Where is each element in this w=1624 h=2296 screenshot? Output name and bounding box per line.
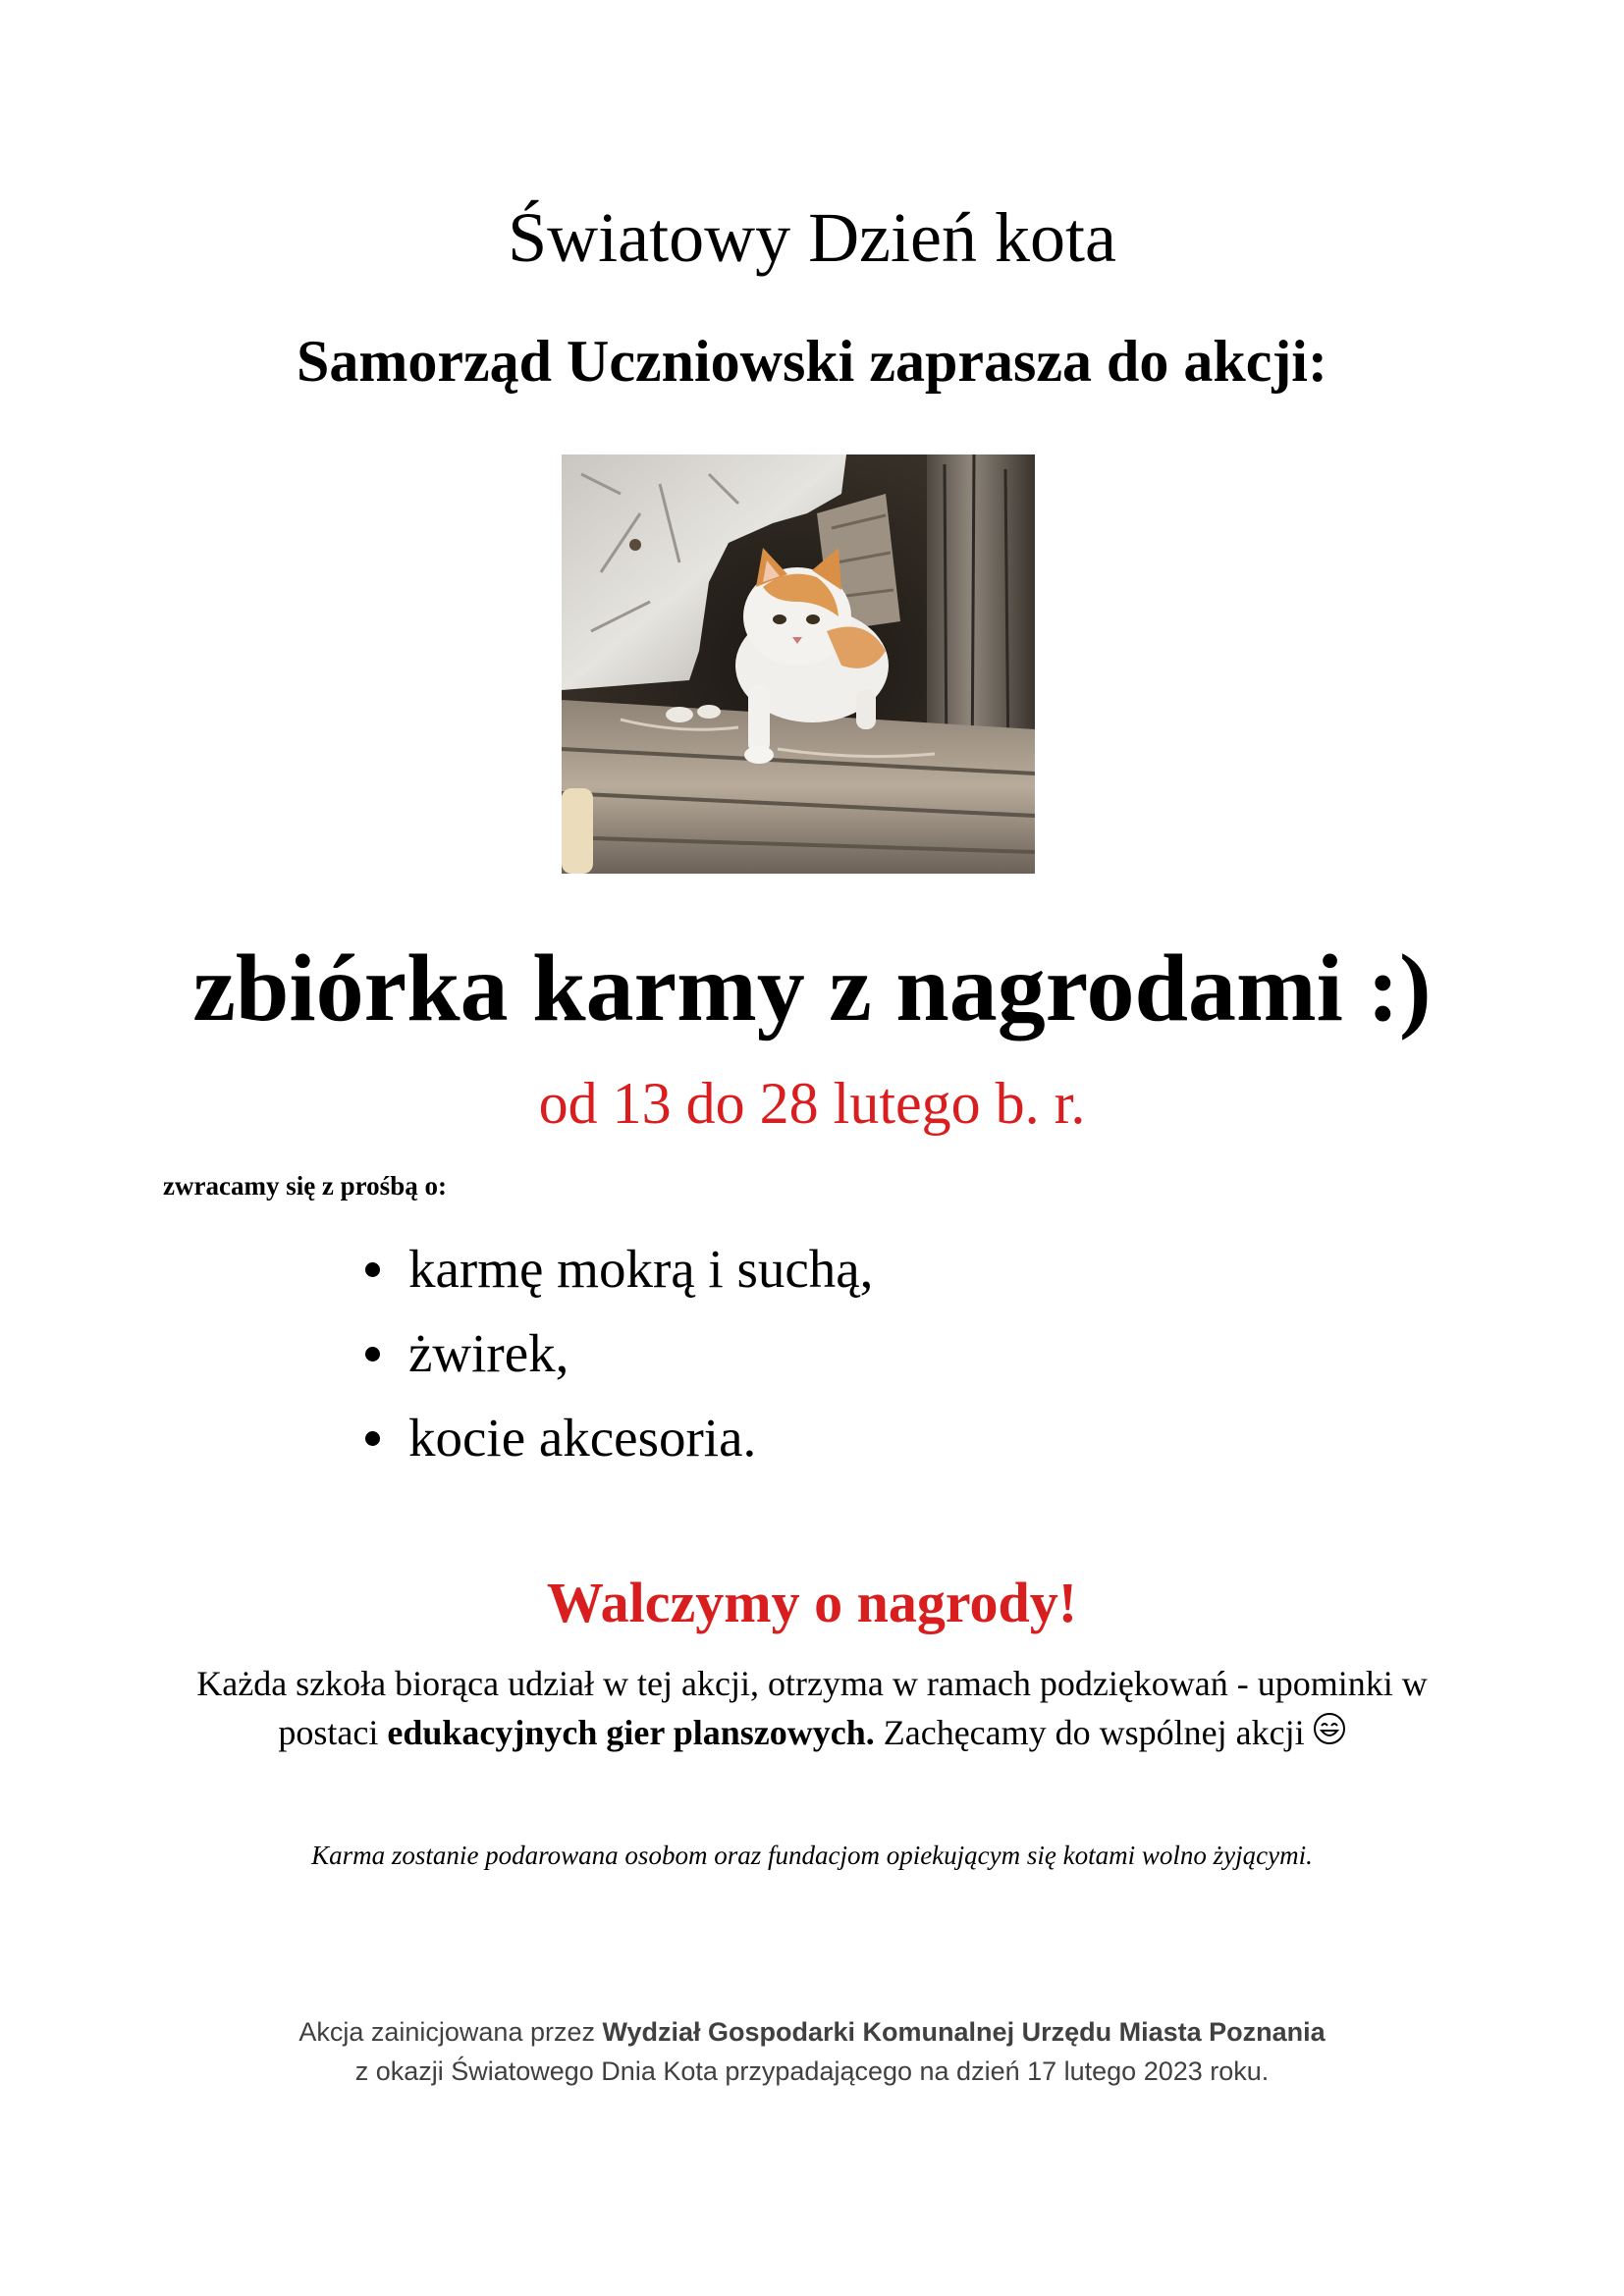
list-item [365,1311,873,1396]
list-item [365,1227,873,1311]
needs-list [365,1227,873,1480]
smiley-icon [1313,1709,1346,1758]
bullet-icon [365,1431,380,1446]
footer-line-2: z okazji Światowego Dnia Kota przypadającego na dzień 17 lutego 2023 roku. [354,2056,1270,2086]
list-item-label: kocie akcesoria. [408,1408,757,1468]
paragraph-text-end: Zachęcamy do wspólnej akcji [874,1713,1305,1752]
footer [0,2012,1624,2091]
list-item-label: karmę mokrą i suchą, [408,1239,874,1299]
paragraph-text: Każda szkoła biorąca udział w tej akcji, otrzyma w ramach podziękowań - upominki w postaci [196,1664,1428,1752]
paragraph-bold-text: edukacyjnych gier planszowych. [387,1713,875,1752]
cat-photo [562,454,1035,874]
donation-note: Karma zostanie podarowana osobom oraz fundacjom opiekującym się kotami wolno żyjącymi. [311,1841,1313,1870]
bullet-icon [365,1262,380,1277]
prizes-paragraph [167,1659,1457,1758]
request-label: zwracamy się z prośbą o: [163,1171,447,1201]
poster-subtitle: Samorząd Uczniowski zaprasza do akcji: [297,329,1327,394]
poster-dates: od 13 do 28 lutego b. r. [538,1071,1086,1136]
prizes-heading: Walczymy o nagrody! [546,1571,1078,1634]
poster-title: Światowy Dzień kota [508,198,1116,277]
bullet-icon [365,1347,380,1362]
list-item-label: żwirek, [408,1323,569,1383]
poster-headline: zbiórka karmy z nagrodami :) [192,935,1432,1041]
footer-line-1 [0,2012,1624,2052]
list-item [365,1396,873,1480]
footer-organizer: Wydział Gospodarki Komunalnej Urzędu Miasta Poznania [602,2017,1326,2047]
footer-prefix: Akcja zainicjowana przez [298,2017,603,2047]
